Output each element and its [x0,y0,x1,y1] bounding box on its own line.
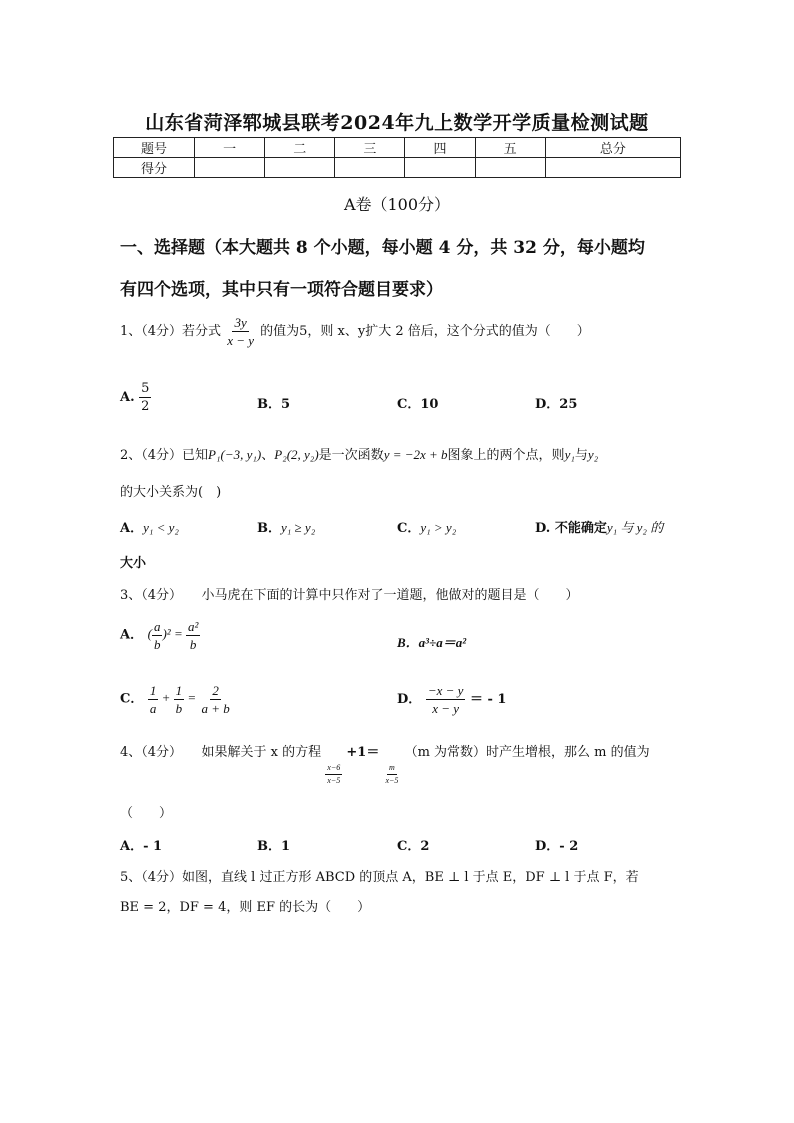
frac-den: b [189,637,197,652]
q4-blank: （ ） [120,806,173,821]
q1-option-b[interactable]: B．5 [257,397,291,412]
frac-den: x−5 [385,776,399,785]
frac-num: −x − y [427,683,464,698]
frac-den: b [153,637,161,652]
q3-option-a[interactable] [120,620,200,651]
option-label: A． [120,627,144,643]
option-label: B． [257,521,281,536]
frac-den: x − y [432,701,460,716]
option-label: C． [120,691,144,707]
table-cell: 二 [265,138,335,158]
q2-point-2: P₂(2, y₂) [274,447,319,462]
q2-line2: 的大小关系为( ) [120,485,222,500]
q1-prefix: 1、（4分）若分式 [120,324,222,339]
table-cell: 总分 [545,138,680,158]
frac-den: 2 [141,399,150,414]
table-cell: 一 [195,138,265,158]
option-label: A. [120,390,135,405]
question-3: 3、（4分） 小马虎在下面的计算中只作对了一道题，他做对的题目是（ ） [120,588,579,603]
question-4 [120,741,650,785]
q2-option-a[interactable] [120,517,179,536]
q4-suffix: （m 为常数）时产生增根，那么 m 的值为 [404,745,650,760]
question-5-line1: 5、（4分）如图，直线 l 过正方形 ABCD 的顶点 A，BE ⊥ l 于点 E，DF ⊥ l 于点 F，若 [120,870,639,885]
q1-suffix: 的值为5，则 x、y扩大 2 倍后，这个分式的值为（ ） [260,324,590,339]
table-cell: 四 [405,138,475,158]
q2-function: y = −2x + b [383,447,448,462]
q3-option-d[interactable] [397,684,506,715]
q4-mid: +1＝ [346,745,380,760]
q2-y1: y₁ [564,447,575,462]
option-expr: y₁ 与 y₂ 的 [606,520,664,535]
frac-num: 2 [212,683,219,698]
q1-option-c[interactable]: C．10 [397,397,439,412]
table-cell: 五 [475,138,545,158]
q2-option-d-line2: 大小 [120,556,147,571]
frac-num: x−6 [325,764,342,775]
q2-y2: y₂ [587,447,599,462]
q3-option-c-expr: $\frac{1}{a}$ + $\frac{1}{b}$ = $\frac{2}{a + b}$ [149,683,230,716]
q1-option-a[interactable] [120,382,151,413]
q1-option-a-frac [139,382,151,413]
score-cell[interactable] [545,158,680,178]
frac-num: 5 [141,381,150,396]
q4-option-a[interactable]: A．- 1 [120,839,163,854]
score-table [113,137,681,178]
score-cell[interactable] [475,158,545,178]
q2-sep: 、 [261,448,275,463]
q4-fraction-1 [325,764,342,785]
frac-num: 1 [149,683,157,698]
frac-den: x−5 [327,776,341,785]
table-cell: 三 [335,138,405,158]
q2-prefix: 2、（4分）已知 [120,448,209,463]
q4-option-d[interactable]: D．- 2 [535,839,579,854]
frac-den: b [175,701,183,716]
q4-fraction-2 [383,764,400,785]
q1-frac-den: x − y [227,333,254,348]
q2-option-b[interactable] [257,517,315,536]
question-5-line2: BE = 2，DF = 4，则 EF 的长为（ ） [120,900,371,915]
frac-num: a [153,619,161,634]
option-label: D． [397,692,422,707]
q2-suffix: 图象上的两个点，则 [447,448,565,463]
option-expr: y₁ < y₂ [143,520,179,535]
q4-option-b[interactable]: B．1 [257,839,291,854]
page-title: 山东省菏泽郓城县联考2024年九上数学开学质量检测试题 [145,112,649,134]
frac-num: 1 [175,683,183,698]
score-cell[interactable] [405,158,475,178]
q2-option-d[interactable] [535,517,663,536]
q2-mid: 是一次函数 [318,448,384,463]
frac-den: a + b [201,701,230,716]
q4-option-c[interactable]: C．2 [397,839,430,854]
option-rhs: ＝ - 1 [469,692,507,707]
score-cell[interactable] [195,158,265,178]
q1-option-d[interactable]: D．25 [535,397,578,412]
q2-and: 与 [574,448,588,463]
option-label: A． [120,521,144,536]
score-cell[interactable] [335,158,405,178]
q3-option-b[interactable]: B．a³÷a＝a² [397,635,467,650]
part1-heading-line1: 一、选择题（本大题共 8 个小题，每小题 4 分，共 32 分，每小题均 [120,238,645,258]
q1-frac-num: 3y [234,315,247,330]
q3-option-d-frac [426,684,466,715]
frac-num: m [387,764,397,775]
option-expr: y₁ > y₂ [420,520,457,535]
q3-option-c[interactable] [120,684,232,715]
option-label: D. 不能确定 [535,521,607,536]
frac-den: a [149,701,157,716]
q4-prefix: 4、（4分） 如果解关于 x 的方程 [120,745,322,760]
score-cell[interactable] [265,158,335,178]
table-cell: 题号 [114,138,195,158]
question-2 [120,444,598,463]
q2-option-c[interactable] [397,517,456,536]
q3-option-a-expr: ( $\frac{a}{b}$ )² = $\frac{\text{a²}}{b}$ [147,619,199,652]
option-label: C． [397,521,421,536]
score-table-score-row [114,158,681,178]
part1-heading-line2: 有四个选项，其中只有一项符合题目要求） [120,280,443,300]
frac-num: a² [187,619,199,634]
option-expr: y₁ ≥ y₂ [281,520,316,535]
section-a-title: A卷（100分） [343,195,451,214]
question-1 [120,316,590,347]
score-table-header-row [114,138,681,158]
q1-fraction [225,316,256,347]
table-cell: 得分 [114,158,195,178]
q2-point-1: P₁(−3, y₁) [208,447,262,462]
